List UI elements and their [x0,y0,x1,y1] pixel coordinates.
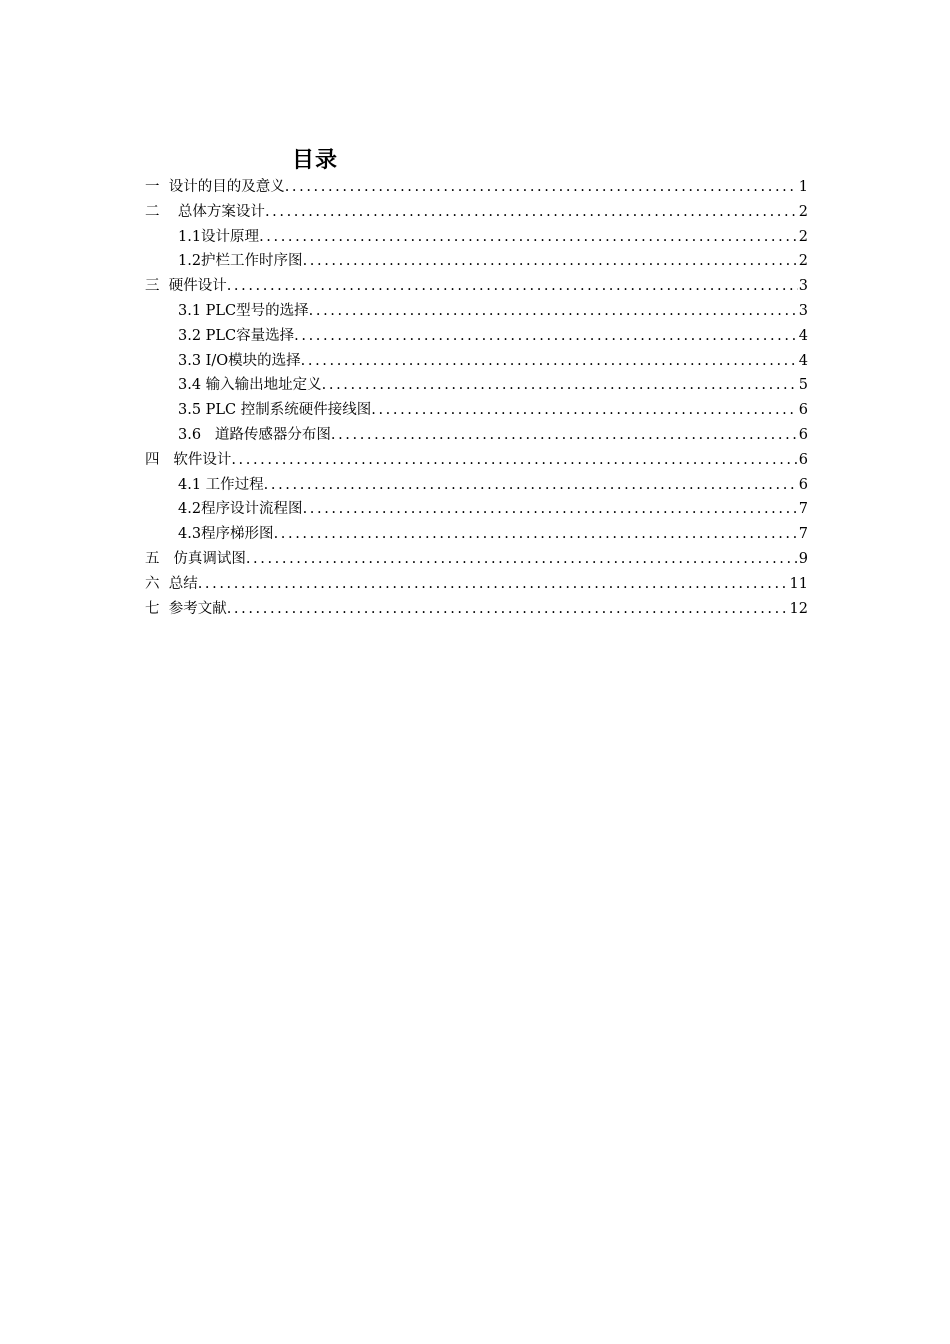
toc-page-number: 5 [798,377,808,394]
toc-entry-label: 1.1设计原理 [178,228,260,245]
toc-entry-label: 3.3 I/O模块的选择 [178,352,301,369]
toc-page-number: 12 [789,600,808,617]
toc-entry-label: 4.2程序设计流程图 [178,501,303,518]
toc-leader [294,324,798,348]
toc-entry-label: 3.4 输入输出地址定义 [178,377,322,394]
toc-leader [285,175,798,199]
toc-entry-label: 七 参考文献 [145,600,227,617]
toc-entry-label: 4.3程序梯形图 [178,526,274,543]
toc-list [145,175,808,621]
toc-leader [231,448,797,472]
toc-entry-label: 3.2 PLC容量选择 [178,327,295,344]
toc-entry[interactable] [145,398,808,423]
toc-page-number: 3 [798,278,808,295]
toc-leader [264,473,798,497]
toc-entry[interactable] [145,597,808,622]
toc-entry[interactable] [145,200,808,225]
toc-leader [303,249,798,273]
toc-entry-label: 一 设计的目的及意义 [145,179,285,195]
toc-page-number: 7 [798,526,808,543]
toc-entry[interactable] [145,547,808,572]
toc-page-number: 1 [798,179,808,195]
toc-entry-label: 3.6 道路传感器分布图 [178,426,331,443]
toc-page-number: 2 [798,253,808,270]
toc-leader [274,522,798,546]
toc-leader [227,597,789,621]
toc-page-number: 11 [789,575,808,592]
toc-entry-label: 3.1 PLC型号的选择 [178,302,309,319]
toc-entry-label: 1.2护栏工作时序图 [178,253,303,270]
toc-entry-label: 六 总结 [145,575,198,592]
toc-entry-label: 五 仿真调试图 [145,550,246,567]
toc-entry[interactable] [145,522,808,547]
toc-entry[interactable] [145,373,808,398]
toc-leader [227,274,798,298]
toc-entry[interactable] [145,448,808,473]
toc-leader [259,225,798,249]
toc-entry[interactable] [145,175,808,200]
toc-leader [246,547,798,571]
toc-leader [331,423,798,447]
toc-entry-label: 二 总体方案设计 [145,203,265,220]
toc-leader [303,497,798,521]
toc-leader [198,572,789,596]
toc-entry[interactable] [145,324,808,349]
toc-entry[interactable] [145,572,808,597]
toc-page-number: 2 [798,203,808,220]
toc-page-number: 4 [798,352,808,369]
toc-entry[interactable] [145,249,808,274]
toc-entry[interactable] [145,299,808,324]
toc-entry[interactable] [145,423,808,448]
toc-title: 目录 [292,148,339,173]
toc-entry-label: 4.1 工作过程 [178,476,264,493]
toc-entry[interactable] [145,274,808,299]
toc-entry[interactable] [145,497,808,522]
toc-leader [301,349,798,373]
toc-page-number: 6 [798,426,808,443]
toc-page-number: 6 [798,451,808,468]
toc-leader [322,373,798,397]
toc-entry[interactable] [145,349,808,374]
toc-entry[interactable] [145,473,808,498]
toc-page-number: 7 [798,501,808,518]
toc-page-number: 2 [798,228,808,245]
toc-entry-label: 3.5 PLC 控制系统硬件接线图 [178,402,372,419]
toc-leader [371,398,798,422]
toc-leader [265,200,798,224]
toc-page-number: 6 [798,476,808,493]
toc-entry-label: 四 软件设计 [145,451,232,468]
toc-entry-label: 三 硬件设计 [145,278,227,295]
toc-leader [309,299,798,323]
toc-entry[interactable] [145,225,808,250]
toc-page-number: 3 [798,302,808,319]
toc-page-number: 6 [798,402,808,419]
toc-page-number: 9 [798,550,808,567]
toc-page-number: 4 [798,327,808,344]
